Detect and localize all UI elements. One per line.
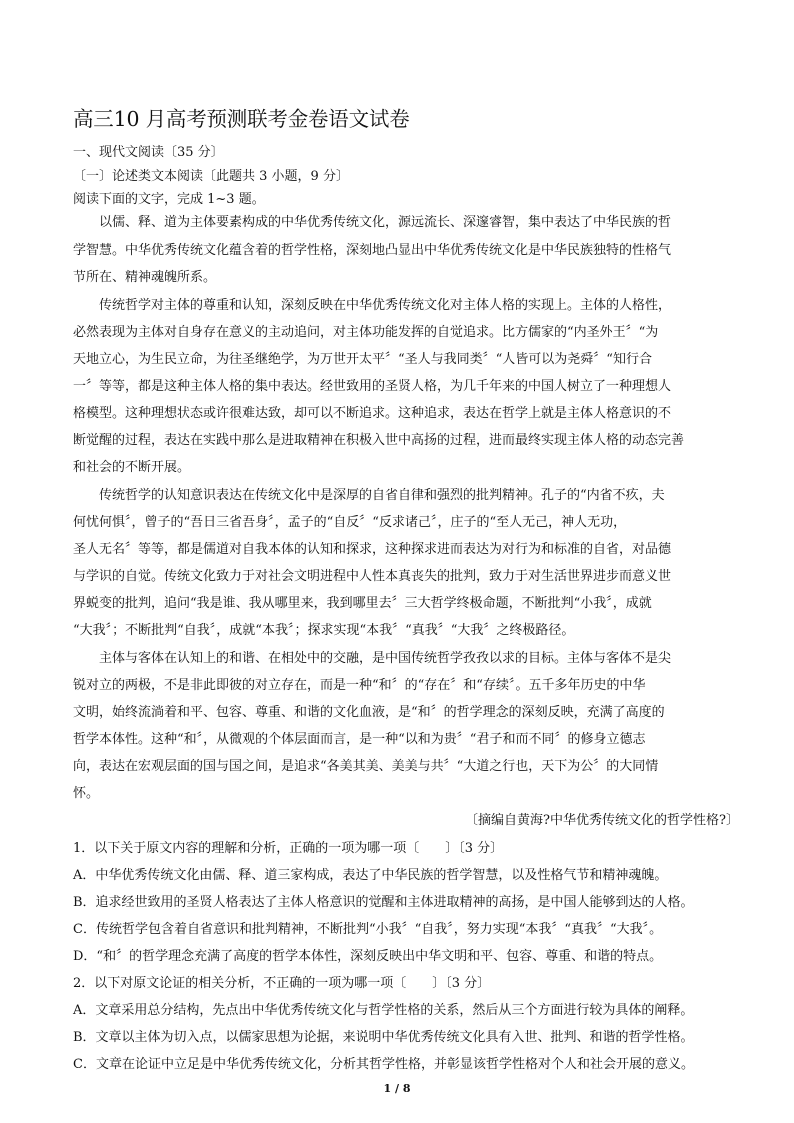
paragraph-line: 学智慧。中华优秀传统文化蕴含着的哲学性格，深刻地凸显出中华优秀传统文化是中华民族独特的性格气 [73, 243, 672, 258]
question-option-b: B．文章以主体为切入点，以儒家思想为论据，来说明中华优秀传统文化具有入世、批判、和谐的哲学性格。 [73, 1030, 694, 1045]
paragraph-line: 主体与客体在认知上的和谐、在相处中的交融，是中国传统哲学孜孜以求的目标。主体与客体不是尖 [99, 651, 672, 666]
question-option-a: A．中华优秀传统文化由儒、释、道三家构成，表达了中华民族的哲学智慧，以及性格气节和精神魂魄。 [73, 868, 668, 883]
paragraph-line: 天地立心，为生民立命，为往圣继绝学，为万世开太平〞“圣人与我同类〞“人皆可以为尧舜〞“知行合 [73, 352, 652, 367]
page-title: 高三10 月高考预测联考金卷语文试卷 [73, 107, 410, 131]
page-number: 1 / 8 [383, 1082, 411, 1095]
paragraph-line: 何忧何惧〞，曾子的“吾日三省吾身〞，孟子的“自反〞“反求诸己〞，庄子的“至人无己，神人无功， [73, 515, 627, 530]
paragraph-line: 断觉醒的过程，表达在实践中那么是进取精神在积极入世中高扬的过程，进而最终实现主体人格的动态完善 [73, 433, 685, 448]
paragraph-line: 和社会的不断开展。 [73, 460, 191, 475]
paragraph-line: “大我〞；不断批判“自我〞，成就“本我〞；探求实现“本我〞“真我〞“大我〞之终极路径。 [73, 623, 575, 638]
paragraph-line: 文明，始终流淌着和平、包容、尊重、和谐的文化血液，是“和〞的哲学理念的深刻反映，充满了高度的 [73, 705, 665, 720]
question-option-c: C．传统哲学包含着自省意识和批判精神，不断批判“小我〞“自我〞，努力实现“本我〞“真我〞“大我〞。 [73, 922, 663, 937]
subsection-heading: 〔一〕论述类文本阅读〔此题共 3 小题，9 分〕 [73, 169, 349, 184]
paragraph-line: 界蜕变的批判，追问“我是谁、我从哪里来，我到哪里去〞三大哲学终极命题，不断批判“小我〞，成就 [73, 596, 652, 611]
paragraph-line: 以儒、释、道为主体要素构成的中华优秀传统文化，源远流长、深邃睿智，集中表达了中华民族的哲 [99, 215, 672, 230]
paragraph-line: 传统哲学对主体的尊重和认知，深刻反映在中华优秀传统文化对主体人格的实现上。主体的人格性， [99, 298, 672, 313]
paragraph-line: 向，表达在宏观层面的国与国之间，是追求“各美其美、美美与共〞“大道之行也，天下为公〞的大同情 [73, 759, 659, 774]
paragraph-line: 怀。 [73, 786, 100, 801]
paragraph-line: 哲学本体性。这种“和〞，从微观的个体层面而言，是一种“以和为贵〞“君子和而不同〞的修身立德志 [73, 732, 646, 747]
paragraph-line: 必然表现为主体对自身存在意义的主动追问，对主体功能发挥的自觉追求。比方儒家的“内圣外王〞“为 [73, 325, 659, 340]
question-option-c: C．文章在论证中立足是中华优秀传统文化，分析其哲学性格，并彰显该哲学性格对个人和社会开展的意义。 [73, 1057, 694, 1072]
paragraph-line: 节所在、精神魂魄所系。 [73, 270, 217, 285]
paragraph-line: 格模型。这种理想状态或许很难达致，却可以不断追求。这种追求，表达在哲学上就是主体人格意识的不 [73, 406, 672, 421]
question-option-a: A．文章采用总分结构，先点出中华优秀传统文化与哲学性格的关系，然后从三个方面进行较为具体的阐释。 [73, 1003, 694, 1018]
paragraph-line: 与学识的自觉。传统文化致力于对社会文明进程中人性本真丧失的批判，致力于对生活世界进步而意义世 [73, 569, 672, 584]
question-stem: 2．以下对原文论证的相关分析，不正确的一项为哪一项〔 〕〔3 分〕 [73, 976, 491, 991]
question-option-b: B．追求经世致用的圣贤人格表达了主体人格意识的觉醒和主体进取精神的高扬，是中国人能够到达的人格。 [73, 895, 694, 910]
instruction: 阅读下面的文字，完成 1~3 题。 [73, 192, 265, 207]
paragraph-line: 锐对立的两极，不是非此即彼的对立存在，而是一种“和〞的“存在〞和“存续〞。五千多年历史的中华 [73, 678, 646, 693]
paragraph-line: 圣人无名〞等等，都是儒道对自我本体的认知和探求，这种探求进而表达为对行为和标准的自省，对品德 [73, 542, 672, 557]
question-option-d: D．“和〞的哲学理念充满了高度的哲学本体性，深刻反映出中华文明和平、包容、尊重、和谐的特点。 [73, 949, 663, 964]
paragraph-line: 传统哲学的认知意识表达在传统文化中是深厚的自省自律和强烈的批判精神。孔子的“内省不疚，夫 [99, 488, 665, 503]
question-stem: 1．以下关于原文内容的理解和分析，正确的一项为哪一项〔 〕〔3 分〕 [73, 841, 504, 856]
source-citation: 〔摘编自黄海?中华优秀传统文化的哲学性格?〕 [465, 813, 739, 828]
paragraph-line: 一〞等等，都是这种主体人格的集中表达。经世致用的圣贤人格，为几千年来的中国人树立了一种理想人 [73, 379, 672, 394]
section-heading: 一、现代文阅读〔35 分〕 [73, 145, 224, 160]
